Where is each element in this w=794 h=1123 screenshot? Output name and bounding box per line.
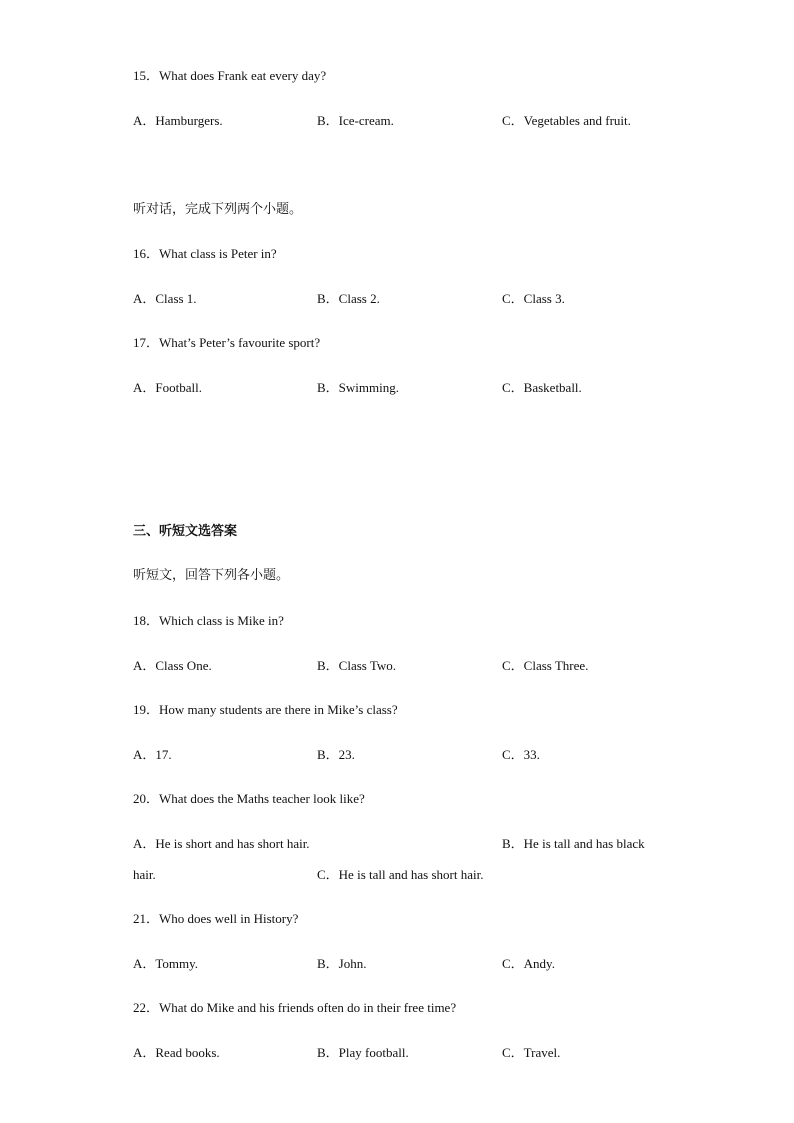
option-c: C．Andy.	[502, 956, 555, 971]
option-b: B．Class 2.	[317, 291, 380, 306]
option-b: B．Play football.	[317, 1045, 409, 1060]
option-b: B．23.	[317, 747, 355, 762]
option-a: A．17.	[133, 747, 172, 762]
question-text: 22．What do Mike and his friends often do in their free time?	[133, 1000, 457, 1015]
option-a: A．Class 1.	[133, 291, 197, 306]
question-text: 16．What class is Peter in?	[133, 246, 277, 261]
question-text: 15．What does Frank eat every day?	[133, 68, 327, 83]
option-b: B．John.	[317, 956, 367, 971]
option-b: B．Ice-cream.	[317, 113, 394, 128]
option-b: B．Class Two.	[317, 658, 397, 673]
option-c: C．33.	[502, 747, 540, 762]
option-a: A．Hamburgers.	[133, 113, 223, 128]
option-a: A．Football.	[133, 380, 202, 395]
section-heading: 三、听短文选答案	[133, 524, 238, 539]
option-c: C．He is tall and has short hair.	[317, 867, 484, 882]
option-a: A．He is short and has short hair.	[133, 836, 310, 851]
question-text: 20．What does the Maths teacher look like?	[133, 791, 365, 806]
question-text: 18．Which class is Mike in?	[133, 613, 284, 628]
instruction-dialogue: 听对话，完成下列两个小题。	[133, 202, 303, 217]
option-c: C．Class 3.	[502, 291, 565, 306]
option-c: C．Basketball.	[502, 380, 582, 395]
option-b: B．He is tall and has black	[502, 836, 645, 851]
option-a: A．Tommy.	[133, 956, 199, 971]
option-b: B．Swimming.	[317, 380, 399, 395]
option-c: C．Class Three.	[502, 658, 589, 673]
instruction-passage: 听短文，回答下列各小题。	[133, 568, 290, 583]
option-c: C．Vegetables and fruit.	[502, 113, 631, 128]
option-c: C．Travel.	[502, 1045, 561, 1060]
question-text: 19．How many students are there in Mike’s class?	[133, 702, 398, 717]
question-text: 17．What’s Peter’s favourite sport?	[133, 335, 321, 350]
question-text: 21．Who does well in History?	[133, 911, 299, 926]
option-a: A．Read books.	[133, 1045, 220, 1060]
option-a: A．Class One.	[133, 658, 212, 673]
option-b-continued: hair.	[133, 867, 156, 882]
